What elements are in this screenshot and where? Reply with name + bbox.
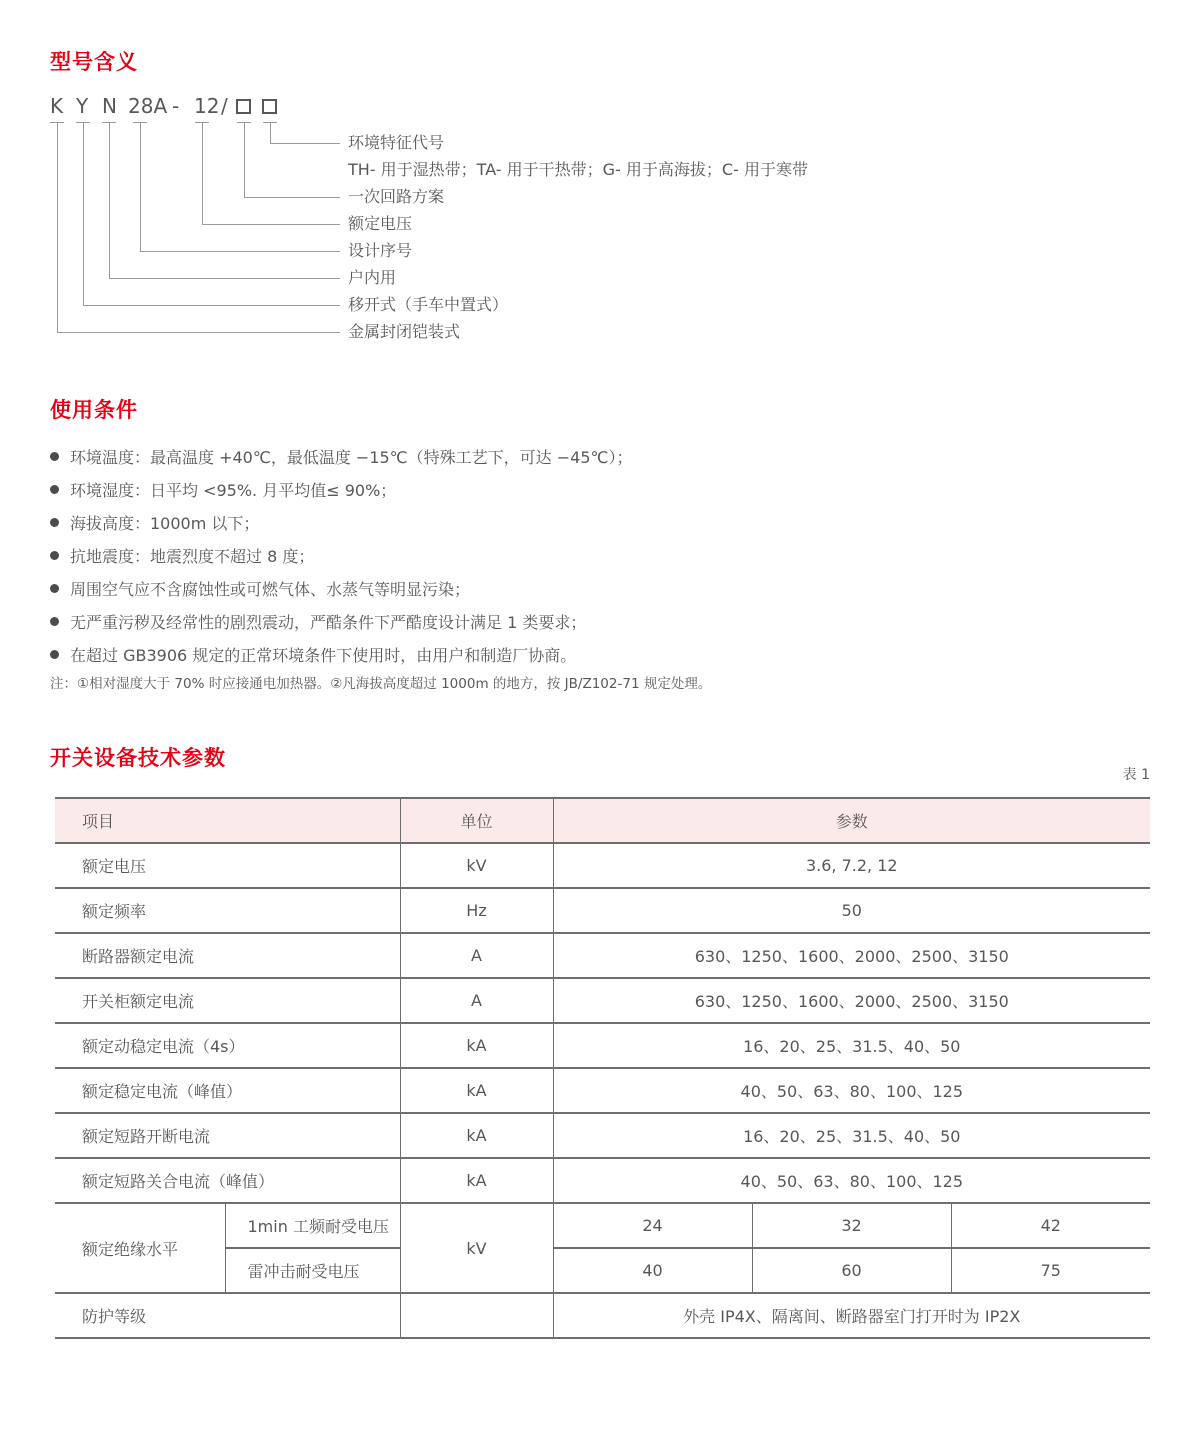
list-item <box>50 572 632 605</box>
model-part-dash: - <box>172 94 180 118</box>
model-part-28a: 28A <box>128 94 168 118</box>
model-placeholder-box-icon <box>262 99 277 114</box>
connector-line <box>202 122 203 224</box>
cell-value: 50 <box>553 888 1150 933</box>
table-row <box>55 978 1150 1023</box>
cell-value: 75 <box>951 1248 1150 1293</box>
bullet-icon <box>50 485 59 494</box>
model-part-slash: / <box>221 94 228 118</box>
conditions-section-title: 使用条件 <box>50 398 138 422</box>
params-section-title: 开关设备技术参数 <box>50 746 226 770</box>
connector-line <box>270 143 340 144</box>
cell-value: 60 <box>752 1248 951 1293</box>
diagram-label-env-detail: TH- 用于湿热带；TA- 用于干热带；G- 用于高海拔；C- 用于寒带 <box>348 160 808 179</box>
cell-unit: A <box>400 978 553 1023</box>
cell-item: 额定电压 <box>55 843 400 888</box>
cell-value: 16、20、25、31.5、40、50 <box>553 1113 1150 1158</box>
cell-sub-label: 雷冲击耐受电压 <box>225 1248 400 1293</box>
cell-item: 额定动稳定电流（4s） <box>55 1023 400 1068</box>
model-section-title: 型号含义 <box>50 50 138 74</box>
cell-value: 630、1250、1600、2000、2500、3150 <box>553 978 1150 1023</box>
diagram-label-voltage: 额定电压 <box>348 214 413 233</box>
cell-item: 断路器额定电流 <box>55 933 400 978</box>
table-row <box>55 1068 1150 1113</box>
connector-line <box>140 251 340 252</box>
params-table <box>55 797 1150 1339</box>
bullet-icon <box>50 584 59 593</box>
condition-text: 周围空气应不含腐蚀性或可燃气体、水蒸气等明显污染； <box>70 580 471 599</box>
header-cell-unit: 单位 <box>400 798 553 843</box>
model-designation-diagram <box>50 95 1150 355</box>
table-row-protection <box>55 1293 1150 1338</box>
list-item <box>50 473 632 506</box>
cell-value: 40 <box>553 1248 752 1293</box>
condition-text: 环境湿度：日平均 <95%. 月平均值≤ 90%； <box>70 481 397 500</box>
cell-unit: kV <box>400 1203 553 1293</box>
cell-unit: kA <box>400 1158 553 1203</box>
bullet-icon <box>50 518 59 527</box>
cell-item: 额定稳定电流（峰值） <box>55 1068 400 1113</box>
condition-text: 在超过 GB3906 规定的正常环境条件下使用时，由用户和制造厂协商。 <box>70 646 577 665</box>
cell-value: 40、50、63、80、100、125 <box>553 1068 1150 1113</box>
cell-unit: Hz <box>400 888 553 933</box>
condition-text: 环境温度：最高温度 +40℃，最低温度 −15℃（特殊工艺下，可达 −45℃）； <box>70 448 633 467</box>
cell-value: 外壳 IP4X、隔离间、断路器室门打开时为 IP2X <box>553 1293 1150 1338</box>
connector-line <box>57 122 58 332</box>
list-item <box>50 440 632 473</box>
table-number-label: 表 1 <box>1122 767 1150 783</box>
condition-text: 无严重污秽及经常性的剧烈震动，严酷条件下严酷度设计满足 1 类要求； <box>70 613 587 632</box>
model-part-12: 12 <box>194 94 220 118</box>
cell-item: 额定绝缘水平 <box>55 1203 225 1293</box>
header-cell-value: 参数 <box>553 798 1150 843</box>
table-header-row <box>55 798 1150 843</box>
cell-unit: kV <box>400 843 553 888</box>
cell-item: 额定频率 <box>55 888 400 933</box>
cell-unit <box>400 1293 553 1338</box>
connector-line <box>140 122 141 251</box>
diagram-label-withdrawable: 移开式（手车中置式） <box>348 295 509 314</box>
cell-item: 额定短路关合电流（峰值） <box>55 1158 400 1203</box>
cell-value: 630、1250、1600、2000、2500、3150 <box>553 933 1150 978</box>
diagram-label-env-code: 环境特征代号 <box>348 133 445 152</box>
conditions-list <box>50 440 632 671</box>
bullet-icon <box>50 452 59 461</box>
list-item <box>50 605 632 638</box>
connector-line <box>109 278 340 279</box>
cell-item: 防护等级 <box>55 1293 400 1338</box>
table-row <box>55 843 1150 888</box>
table-row <box>55 888 1150 933</box>
connector-line <box>270 122 271 143</box>
connector-line <box>244 197 340 198</box>
cell-value: 16、20、25、31.5、40、50 <box>553 1023 1150 1068</box>
cell-value: 32 <box>752 1203 951 1248</box>
cell-sub-label: 1min 工频耐受电压 <box>225 1203 400 1248</box>
cell-value: 42 <box>951 1203 1150 1248</box>
connector-line <box>57 332 340 333</box>
table-row-insulation-1 <box>55 1203 1150 1248</box>
list-item <box>50 539 632 572</box>
cell-item: 开关柜额定电流 <box>55 978 400 1023</box>
cell-unit: A <box>400 933 553 978</box>
table-row <box>55 933 1150 978</box>
bullet-icon <box>50 617 59 626</box>
table-row <box>55 1113 1150 1158</box>
header-cell-item: 项目 <box>55 798 400 843</box>
list-item <box>50 638 632 671</box>
connector-line <box>109 122 110 278</box>
cell-unit: kA <box>400 1023 553 1068</box>
connector-line <box>202 224 340 225</box>
cell-value: 40、50、63、80、100、125 <box>553 1158 1150 1203</box>
bullet-icon <box>50 551 59 560</box>
diagram-label-circuit: 一次回路方案 <box>348 187 445 206</box>
diagram-label-indoor: 户内用 <box>348 268 397 287</box>
table-row <box>55 1023 1150 1068</box>
model-part-n: N <box>102 94 117 118</box>
cell-unit: kA <box>400 1113 553 1158</box>
cell-unit: kA <box>400 1068 553 1113</box>
model-part-y: Y <box>76 94 89 118</box>
cell-value: 3.6, 7.2, 12 <box>553 843 1150 888</box>
condition-text: 海拔高度：1000m 以下； <box>70 514 260 533</box>
cell-value: 24 <box>553 1203 752 1248</box>
table-row <box>55 1158 1150 1203</box>
condition-text: 抗地震度：地震烈度不超过 8 度； <box>70 547 315 566</box>
cell-item: 额定短路开断电流 <box>55 1113 400 1158</box>
list-item <box>50 506 632 539</box>
bullet-icon <box>50 650 59 659</box>
model-part-k: K <box>50 94 64 118</box>
model-placeholder-box-icon <box>236 99 251 114</box>
diagram-label-metal-clad: 金属封闭铠装式 <box>348 322 461 341</box>
conditions-note: 注：①相对湿度大于 70% 时应接通电加热器。②凡海拔高度超过 1000m 的地方，按 JB/Z102-71 规定处理。 <box>50 676 712 692</box>
diagram-label-design-no: 设计序号 <box>348 241 413 260</box>
connector-line <box>83 122 84 305</box>
connector-line <box>83 305 340 306</box>
connector-line <box>244 122 245 197</box>
